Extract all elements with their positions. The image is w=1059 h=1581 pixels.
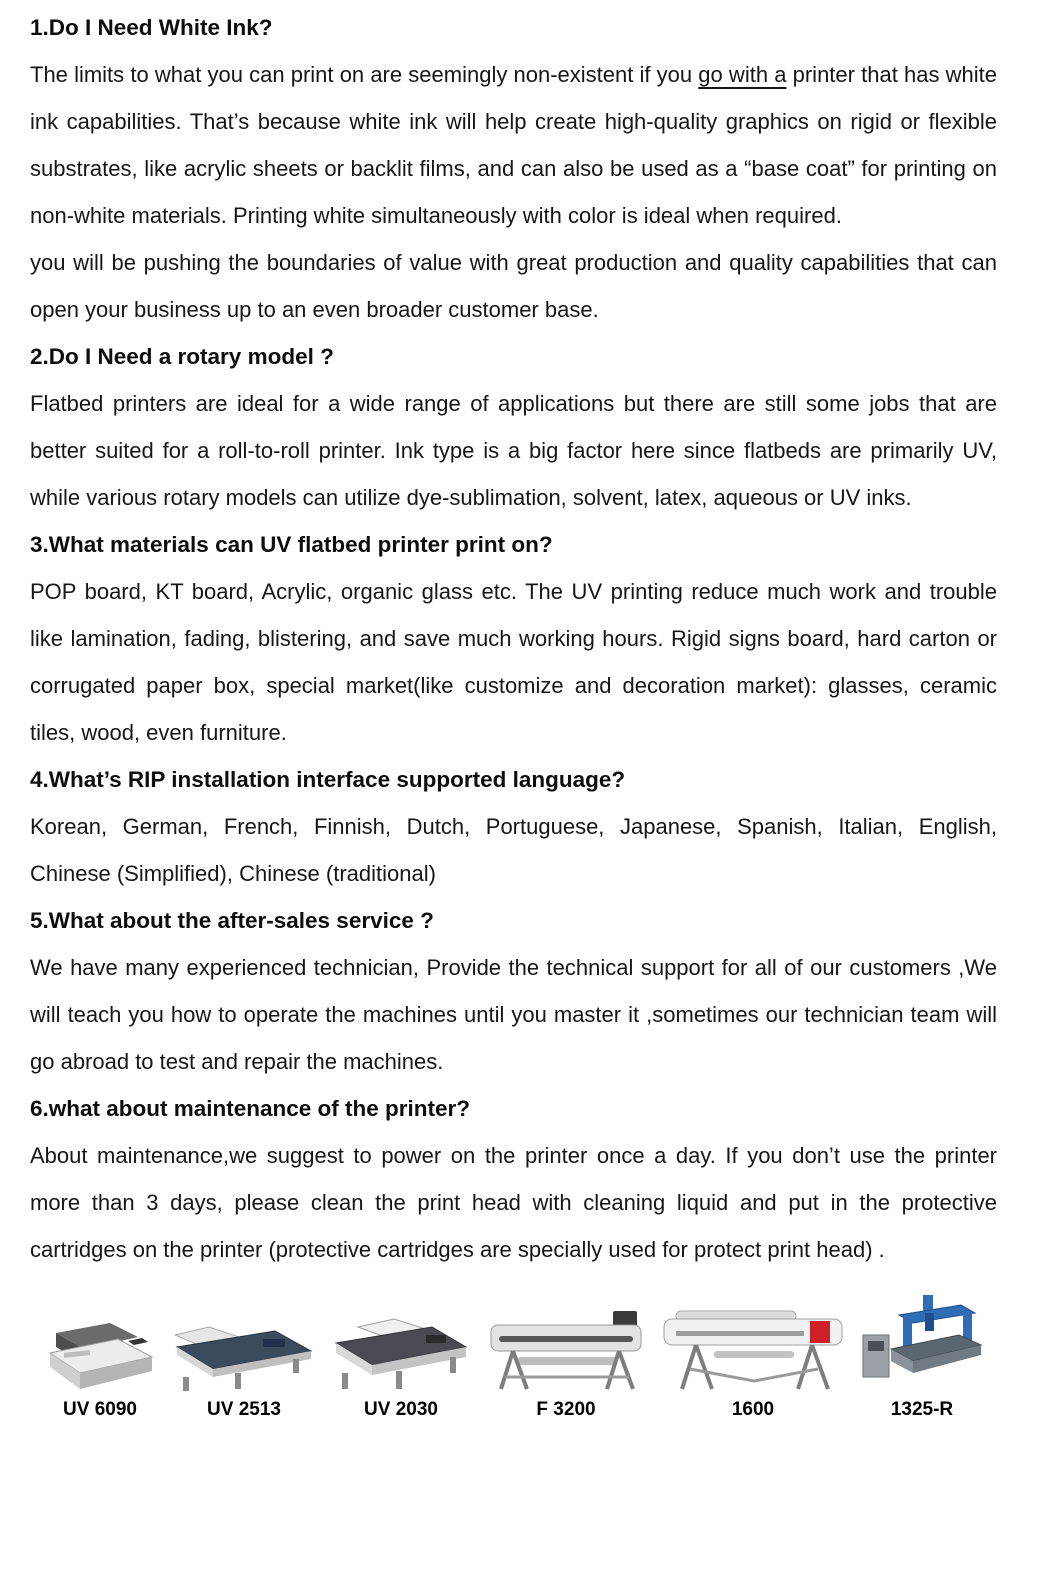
f-3200-printer-image	[487, 1295, 645, 1395]
faq-heading-3: 3.What materials can UV flatbed printer print on?	[30, 532, 553, 557]
product-1600	[662, 1291, 844, 1421]
product-label: UV 2030	[364, 1399, 438, 1420]
product-label: F 3200	[536, 1399, 596, 1420]
printer-1600-image	[662, 1291, 844, 1395]
product-thumbnails-row	[30, 1287, 997, 1421]
paragraph-text: The limits to what you can print on are seemingly non-existent if you	[30, 62, 699, 87]
faq-heading-2: 2.Do I Need a rotary model ?	[30, 344, 334, 369]
faq-heading-6: 6.what about maintenance of the printer?	[30, 1096, 471, 1121]
uv-2513-printer-image	[173, 1303, 315, 1395]
faq-paragraph: you will be pushing the boundaries of value with great production and quality capabilities that can open your business up to an even broader customer base.	[30, 250, 997, 322]
faq-heading-1: 1.Do I Need White Ink?	[30, 15, 273, 40]
faq-paragraph	[30, 51, 997, 239]
product-label: UV 2513	[207, 1399, 281, 1420]
faq-paragraph: POP board, KT board, Acrylic, organic glass etc. The UV printing reduce much work and trouble like lamination, fading, blistering, and save much working hours. Rigid signs board, hard carton or corrugated paper box, special market(like customize and decoration market): glasses, ceramic tiles, wood, even furniture.	[30, 579, 997, 745]
product-label: 1325-R	[890, 1399, 954, 1420]
uv-6090-printer-image	[44, 1299, 156, 1395]
underlined-text: go with a	[698, 62, 787, 87]
paragraph-text: printer that has white ink capabilities. That’s because white ink will help create high-quality graphics on rigid or flexible substrates, like acrylic sheets or backlit films, and can also be used as a “base coat” for printing on non-white materials. Printing white simultaneously with color is ideal when required.	[30, 62, 997, 228]
product-uv-6090	[44, 1299, 156, 1421]
cnc-1325-r-image	[861, 1287, 983, 1395]
product-uv-2030	[332, 1301, 470, 1421]
faq-paragraph: We have many experienced technician, Provide the technical support for all of our customers ,We will teach you how to operate the machines until you master it ,sometimes our technician team will go abroad to test and repair the machines.	[30, 955, 997, 1074]
product-uv-2513	[173, 1303, 315, 1421]
faq-paragraph: Flatbed printers are ideal for a wide range of applications but there are still some jobs that are better suited for a roll-to-roll printer. Ink type is a big factor here since flatbeds are primarily UV, while various rotary models can utilize dye-sublimation, solvent, latex, aqueous or UV inks.	[30, 391, 997, 510]
uv-2030-printer-image	[332, 1301, 470, 1395]
faq-heading-5: 5.What about the after-sales service ?	[30, 908, 434, 933]
product-1325-r	[861, 1287, 983, 1421]
product-f-3200	[487, 1295, 645, 1421]
product-label: UV 6090	[63, 1399, 137, 1420]
faq-paragraph: Korean, German, French, Finnish, Dutch, Portuguese, Japanese, Spanish, Italian, English, Chinese (Simplified), Chinese (traditional)	[30, 814, 997, 886]
product-label: 1600	[731, 1399, 775, 1420]
faq-paragraph: About maintenance,we suggest to power on the printer once a day. If you don’t use the printer more than 3 days, please clean the print head with cleaning liquid and put in the protective cartridges on the printer (protective cartridges are specially used for protect print head) .	[30, 1143, 997, 1262]
faq-heading-4: 4.What’s RIP installation interface supported language?	[30, 767, 626, 792]
